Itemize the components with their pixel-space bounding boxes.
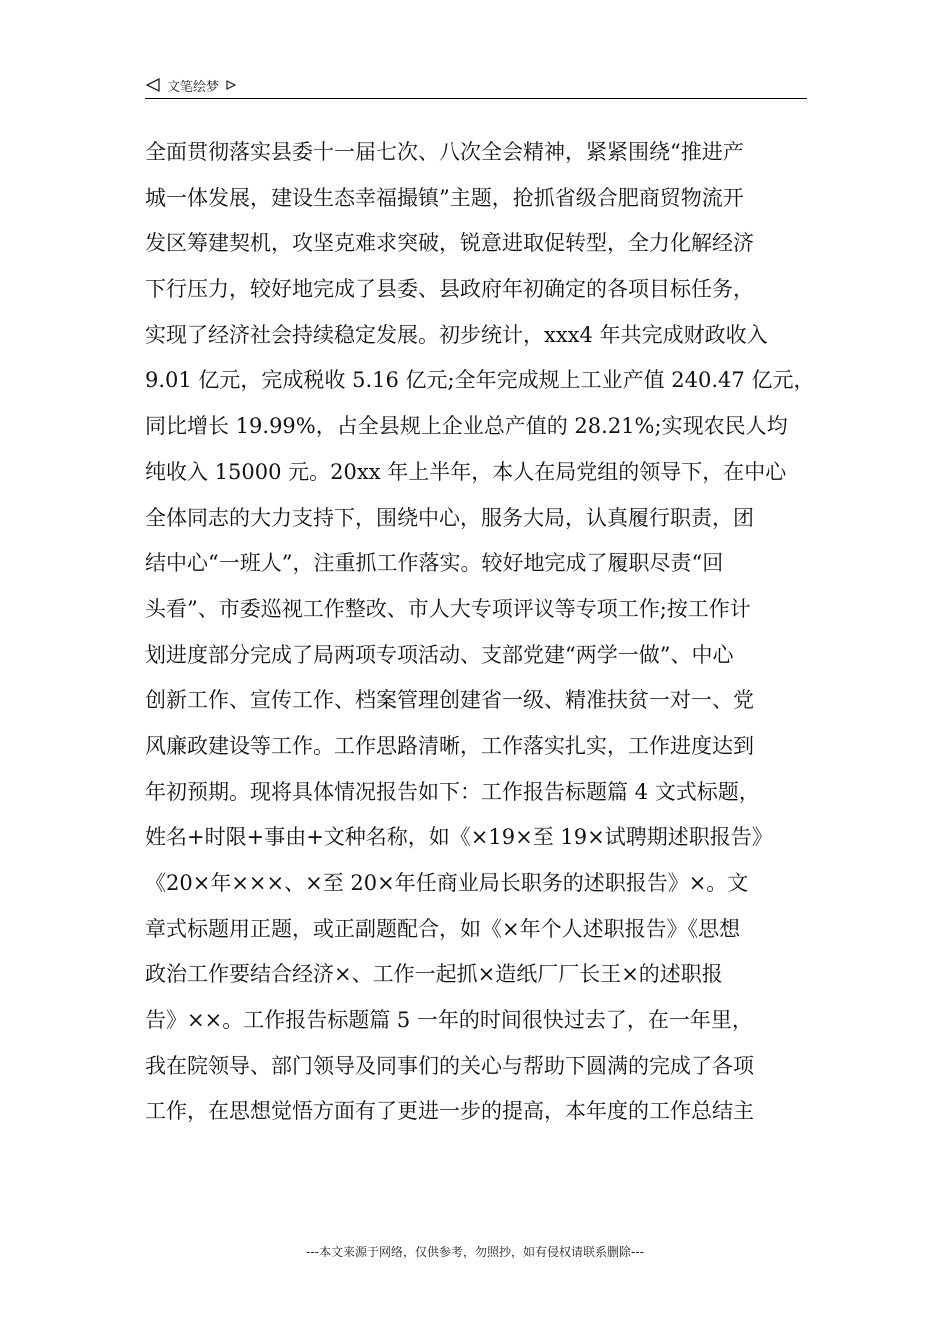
document-body: [145, 130, 815, 1135]
text-line: 年初预期。现将具体情况报告如下：工作报告标题篇 4 文式标题，: [145, 779, 760, 804]
brand-name: 文笔绘梦: [167, 79, 220, 95]
text-line: 发区筹建契机，攻坚克难求突破，锐意进取促转型，全力化解经济: [145, 231, 754, 256]
text-line: 创新工作、宣传工作、档案管理创建省一级、精准扶贫一对一、党: [145, 688, 754, 713]
page-header: [145, 72, 807, 98]
text-line: 结中心“一班人”，注重抓工作落实。较好地完成了履职尽责“回: [145, 551, 724, 576]
text-line: 政治工作要结合经济×、工作一起抓×造纸厂厂长王×的述职报: [145, 962, 723, 987]
text-line: 头看”、市委巡视工作整改、市人大专项评议等专项工作;按工作计: [145, 596, 751, 621]
header-divider: [145, 98, 807, 99]
text-line: 姓名+时限+事由+文种名称，如《×19×至 19×试聘期述职报告》: [145, 825, 773, 850]
text-line: 实现了经济社会持续稳定发展。初步统计，xxx4 年共完成财政收入: [145, 322, 768, 347]
text-line: 城一体发展，建设生态幸福撮镇”主题，抢抓省级合肥商贸物流开: [145, 185, 744, 210]
text-line: 全体同志的大力支持下，围绕中心，服务大局，认真履行职责，团: [145, 505, 754, 530]
text-line: 下行压力，较好地完成了县委、县政府年初确定的各项目标任务，: [145, 277, 754, 302]
text-line: 划进度部分完成了局两项专项活动、支部党建“两学一做”、中心: [145, 642, 734, 667]
text-line: 同比增长 19.99%，占全县规上企业总产值的 28.21%;实现农民人均: [145, 414, 788, 439]
triangle-right-outline-icon: [225, 79, 237, 91]
footer-disclaimer: ---本文来源于网络，仅供参考，勿照抄，如有侵权请联系删除---: [306, 1245, 644, 1259]
text-line: 章式标题用正题，或正副题配合，如《×年个人述职报告》《思想: [145, 916, 741, 941]
text-line: 告》××。工作报告标题篇 5 一年的时间很快过去了，在一年里，: [145, 1008, 753, 1033]
triangle-left-outline-icon: [145, 77, 161, 93]
text-line: 纯收入 15000 元。20xx 年上半年，本人在局党组的领导下，在中心: [145, 459, 787, 484]
text-line: 9.01 亿元，完成税收 5.16 亿元;全年完成规上工业产值 240.47 亿元，: [145, 368, 815, 393]
text-line: 全面贯彻落实县委十一届七次、八次全会精神，紧紧围绕“推进产: [145, 140, 744, 164]
text-line: 工作，在思想觉悟方面有了更进一步的提高，本年度的工作总结主: [145, 1099, 754, 1124]
text-line: 《20×年×××、×至 20×年任商业局长职务的述职报告》×。文: [145, 871, 749, 895]
text-line: 风廉政建设等工作。工作思路清晰，工作落实扎实，工作进度达到: [145, 733, 754, 758]
text-line: 我在院领导、部门领导及同事们的关心与帮助下圆满的完成了各项: [145, 1053, 754, 1078]
